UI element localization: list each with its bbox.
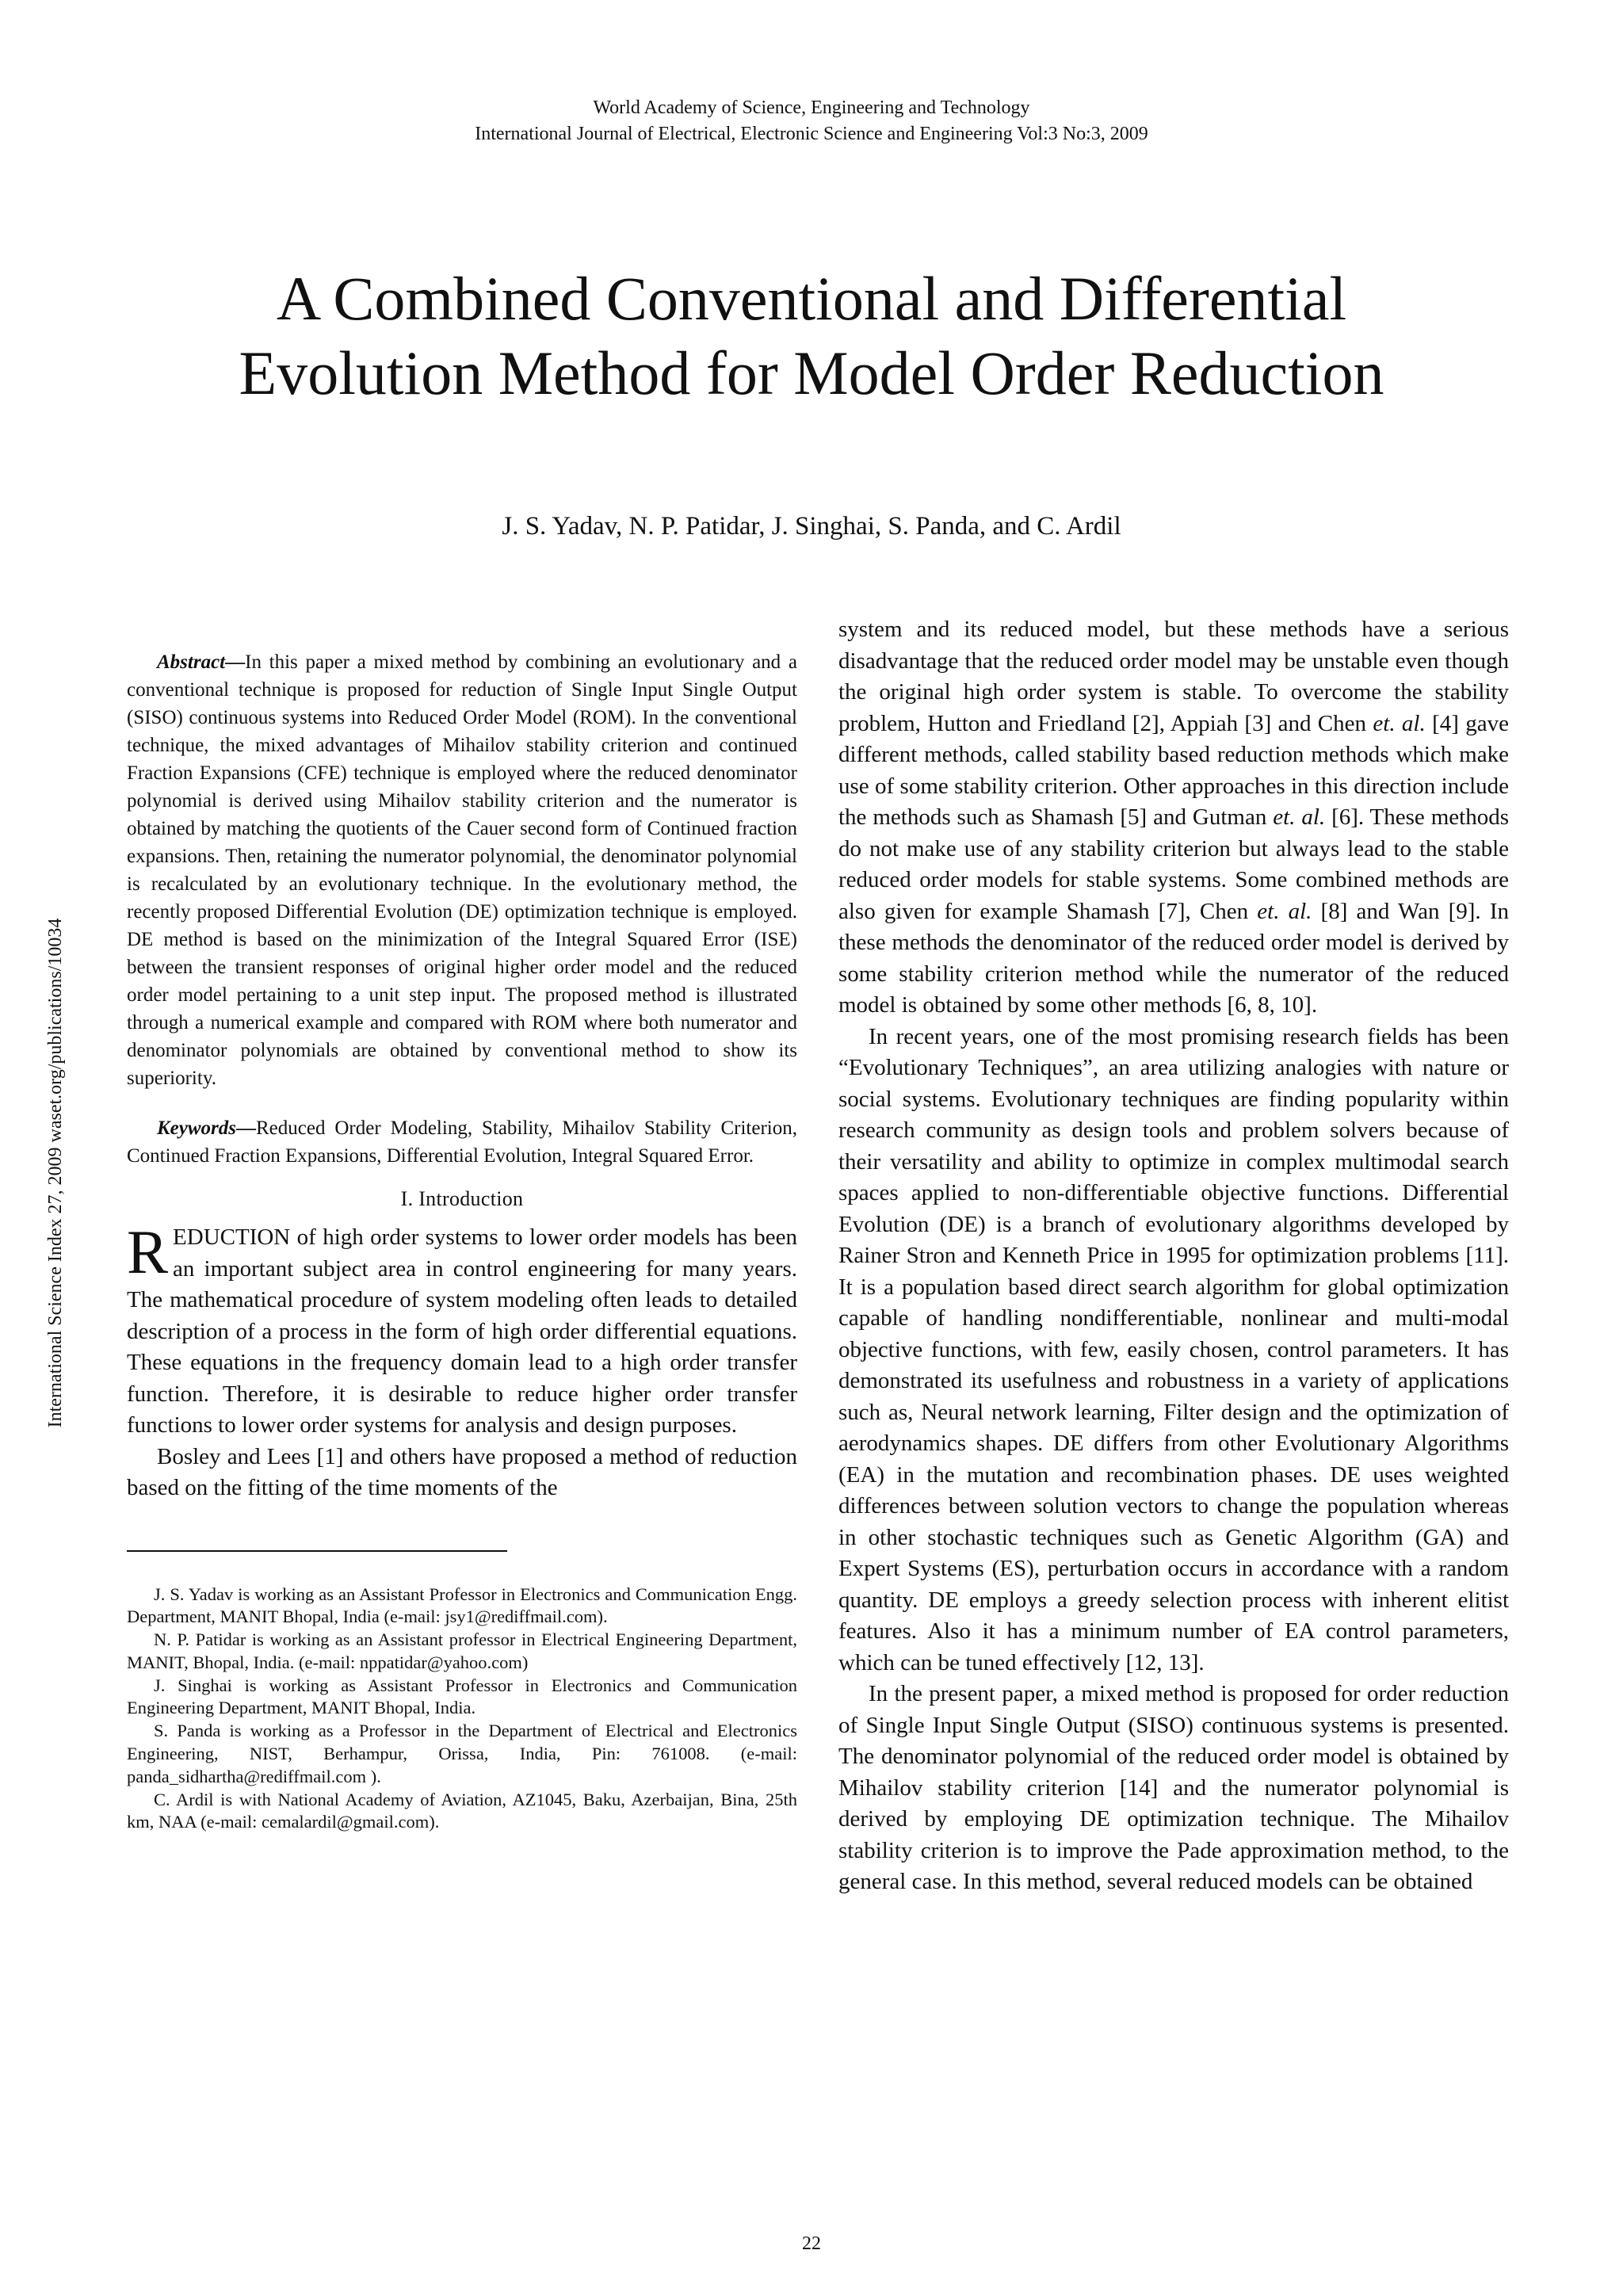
footnote-divider: [127, 1550, 507, 1552]
footnote-ardil: C. Ardil is with National Academy of Aviation, AZ1045, Baku, Azerbaijan, Bina, 25th km, NAA (e-mail: cemalardil@gmail.com).: [127, 1789, 797, 1832]
keywords: Keywords—Reduced Order Modeling, Stability, Mihailov Stability Criterion, Continued Fraction Expansions, Differential Evolution, Integral Squared Error.: [127, 1117, 797, 1167]
author-list: J. S. Yadav, N. P. Patidar, J. Singhai, S. Panda, and C. Ardil: [502, 512, 1121, 541]
left-column: [127, 648, 797, 1834]
intro-paragraph-continued: system and its reduced model, but these methods have a serious disadvantage that the reduced order model may be unstable even though the original high order system is stable. To overcome the stability problem, Hutton and Friedland [2], Appiah [3] and Chen et. al. [4] gave different methods, called stability based reduction methods which make use of some stability criterion. Other approaches in this direction include the methods such as Shamash [5] and Gutman et. al. [6]. These methods do not make use of any stability criterion but always lead to the stable reduced order models for stable systems. Some combined methods are also given for example Shamash [7], Chen et. al. [8] and Wan [9]. In these methods the denominator of the reduced order model is derived by some stability criterion method while the numerator of the reduced model is obtained by some other methods [6, 8, 10].: [838, 617, 1510, 1018]
title-line-2: Evolution Method for Model Order Reduction: [239, 338, 1384, 407]
footnote-panda: S. Panda is working as a Professor in the Department of Electrical and Electronics Engineering, NIST, Berhampur, Orissa, India, Pin: 761008. (e-mail: panda_sidhartha@rediffmail.com ).: [127, 1721, 797, 1786]
intro-paragraph-2: Bosley and Lees [1] and others have proposed a method of reduction based on the fitting of the time moments of the: [127, 1443, 797, 1500]
evolutionary-techniques-paragraph: In recent years, one of the most promising research fields has been “Evolutionary Techniques”, an area utilizing analogies with nature or social systems. Evolutionary techniques are finding popularity within research community as design tools and problem solvers because of their versatility and ability to optimize in complex multimodal search spaces applied to non-differentiable objective functions. Differential Evolution (DE) is a branch of evolutionary algorithms developed by Rainer Stron and Kenneth Price in 1995 for optimization problems [11]. It is a population based direct search algorithm for global optimization capable of handling nondifferentiable, nonlinear and multi-modal objective functions, with few, easily chosen, control parameters. It has demonstrated its usefulness and robustness in a variety of applications such as, Neural network learning, Filter design and the optimization of aerodynamics shapes. DE differs from other Evolutionary Algorithms (EA) in the mutation and recombination phases. DE uses weighted differences between solution vectors to change the population whereas in other stochastic techniques such as Genetic Algorithm (GA) and Expert Systems (ES), perturbation occurs in accordance with a random quantity. DE employs a greedy selection process with inherent elitist features. Also it has a minimum number of EA control parameters, which can be tuned effectively [12, 13].: [838, 1023, 1509, 1675]
right-column: [838, 614, 1509, 1898]
abstract-text: In this paper a mixed method by combining an evolutionary and a conventional technique is proposed for reduction of Single Input Single Output (SISO) continuous systems into Reduced Order Model (ROM). In the conventional technique, the mixed advantages of Mihailov stability criterion and continued Fraction Expansions (CFE) technique is employed where the reduced denominator polynomial is derived using Mihailov stability criterion and the numerator is obtained by matching the quotients of the Cauer second form of Continued fraction expansions. Then, retaining the numerator polynomial, the denominator polynomial is recalculated by an evolutionary technique. In the evolutionary method, the recently proposed Differential Evolution (DE) optimization technique is employed. DE method is based on the minimization of the Integral Squared Error (ISE) between the transient responses of original higher order model and the reduced order model pertaining to a unit step input. The proposed method is illustrated through a numerical example and compared with ROM where both numerator and denominator polynomials are obtained by conventional method to show its superiority.: [127, 651, 797, 1089]
side-index-text: International Science Index 27, 2009 waset.org/publications/10034: [45, 918, 66, 1428]
paper-title: [0, 262, 1623, 411]
footnote-singhai: J. Singhai is working as Assistant Professor in Electronics and Communication Engineering Department, MANIT Bhopal, India.: [127, 1675, 797, 1718]
keywords-text: Reduced Order Modeling, Stability, Mihailov Stability Criterion, Continued Fraction Expansions, Differential Evolution, Integral Squared Error.: [127, 1117, 797, 1167]
journal-volume: International Journal of Electrical, Electronic Science and Engineering Vol:3 No:3, 2009: [475, 124, 1148, 144]
title-line-1: A Combined Conventional and Differential: [276, 264, 1347, 333]
journal-name: World Academy of Science, Engineering and Technology: [593, 97, 1030, 118]
abstract-label: Abstract: [157, 651, 226, 673]
footnote-patidar: N. P. Patidar is working as an Assistant professor in Electrical Engineering Department, MANIT, Bhopal, India. (e-mail: nppatidar@yahoo.com): [127, 1629, 797, 1672]
drop-cap: R: [127, 1217, 169, 1286]
keywords-label: Keywords: [157, 1117, 236, 1139]
footnote-yadav: J. S. Yadav is working as an Assistant Professor in Electronics and Communication Engg. Department, MANIT Bhopal, India (e-mail: jsy1@rediffmail.com).: [127, 1584, 797, 1627]
abstract: Abstract—In this paper a mixed method by combining an evolutionary and a conventional technique is proposed for reduction of Single Input Single Output (SISO) continuous systems into Reduced Order Model (ROM). In the conventional technique, the mixed advantages of Mihailov stability criterion and continued Fraction Expansions (CFE) technique is employed where the reduced denominator polynomial is derived using Mihailov stability criterion and the numerator is obtained by matching the quotients of the Cauer second form of Continued fraction expansions. Then, retaining the numerator polynomial, the denominator polynomial is recalculated by an evolutionary technique. In the evolutionary method, the recently proposed Differential Evolution (DE) optimization technique is employed. DE method is based on the minimization of the Integral Squared Error (ISE) between the transient responses of original higher order model and the reduced order model pertaining to a unit step input. The proposed method is illustrated through a numerical example and compared with ROM where both numerator and denominator polynomials are obtained by conventional method to show its superiority.: [127, 651, 797, 1089]
present-paper-paragraph: In the present paper, a mixed method is proposed for order reduction of Single Input Single Output (SISO) continuous systems is presented. The denominator polynomial of the reduced order model is obtained by Mihailov stability criterion [14] and the numerator polynomial is derived by employing DE optimization technique. The Mihailov stability criterion is to improve the Pade approximation method, to the general case. In this method, several reduced models can be obtained: [838, 1681, 1509, 1894]
page-number: 22: [802, 2233, 821, 2254]
intro-paragraph-1: REDUCTION of high order systems to lower order models has been an important subject area in control engineering for many years. The mathematical procedure of system modeling often leads to detailed description of a process in the form of high order differential equations. These equations in the frequency domain lead to a high order transfer function. Therefore, it is desirable to reduce higher order transfer functions to lower order systems for analysis and design purposes.: [127, 1217, 797, 1438]
section-heading-introduction: I. Introduction: [400, 1187, 524, 1210]
